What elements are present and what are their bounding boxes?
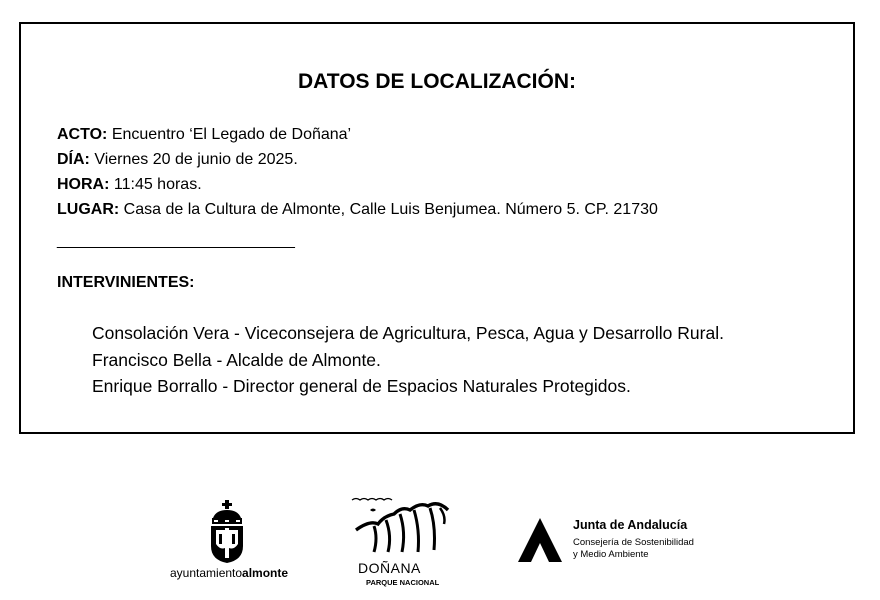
lugar-value: Casa de la Cultura de Almonte, Calle Luis Benjumea. Número 5. CP. 21730 <box>119 201 658 218</box>
event-details <box>57 122 658 222</box>
interviniente-item: Enrique Borrallo - Director general de Espacios Naturales Protegidos. <box>92 376 631 396</box>
acto-value: Encuentro ‘El Legado de Doñana’ <box>107 126 352 143</box>
interviniente-item: Consolación Vera - Viceconsejera de Agricultura, Pesca, Agua y Desarrollo Rural. <box>92 323 724 343</box>
acto-label: ACTO: <box>57 126 108 143</box>
intervinientes-heading: INTERVINIENTES: <box>57 274 195 291</box>
junta-name: Junta de Andalucía <box>573 518 688 532</box>
interviniente-item: Francisco Bella - Alcalde de Almonte. <box>92 349 381 370</box>
intervinientes-list <box>92 320 724 400</box>
donana-logo-icon <box>348 494 452 558</box>
junta-andalucia-logo-icon <box>516 516 564 564</box>
acto-row <box>57 122 658 147</box>
hora-label: HORA: <box>57 176 110 193</box>
junta-subtitle-line1: Consejería de Sostenibilidad <box>573 537 694 548</box>
almonte-bold: almonte <box>242 566 289 580</box>
logo-bar <box>0 490 880 600</box>
location-card <box>19 22 855 434</box>
almonte-prefix: ayuntamiento <box>170 566 243 580</box>
dia-value: Viernes 20 de junio de 2025. <box>89 151 298 168</box>
junta-subtitle-line2: y Medio Ambiente <box>573 549 649 560</box>
almonte-logo-text <box>170 566 288 580</box>
dia-label: DÍA: <box>57 151 90 168</box>
lugar-label: LUGAR: <box>57 201 120 218</box>
hora-value: 11:45 horas. <box>109 176 202 193</box>
hora-row <box>57 172 658 197</box>
donana-subtitle: PARQUE NACIONAL <box>366 578 440 587</box>
card-title: DATOS DE LOCALIZACIÓN: <box>297 70 577 93</box>
dia-row <box>57 147 658 172</box>
donana-name: DOÑANA <box>358 560 421 576</box>
separator-line: ______________________________ <box>57 232 294 249</box>
almonte-crest-icon <box>208 498 246 564</box>
lugar-row <box>57 197 658 222</box>
